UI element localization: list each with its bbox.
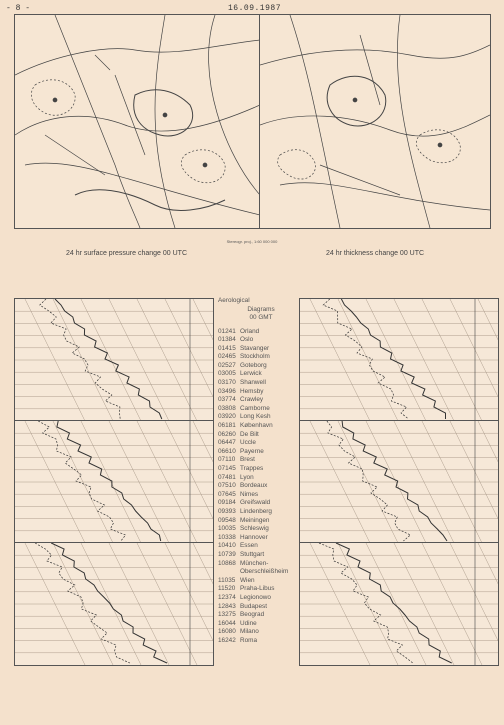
station-row xyxy=(218,628,304,637)
station-name: Stavanger xyxy=(240,344,270,352)
station-name: Long Kesh xyxy=(240,413,271,421)
station-row xyxy=(218,499,304,508)
station-row xyxy=(218,620,304,629)
station-row xyxy=(218,422,304,431)
station-row xyxy=(218,551,304,560)
station-row xyxy=(218,474,304,483)
station-code: 01415 xyxy=(218,344,236,352)
station-code: 06260 xyxy=(218,430,236,438)
station-code: 07510 xyxy=(218,482,236,490)
station-code: 09184 xyxy=(218,499,236,507)
station-name: Camborne xyxy=(240,404,270,412)
station-name: Goteborg xyxy=(240,361,267,369)
station-row xyxy=(218,431,304,440)
station-list xyxy=(218,297,304,645)
station-code: 03920 xyxy=(218,413,236,421)
station-name: Bordeaux xyxy=(240,482,268,490)
station-row xyxy=(218,370,304,379)
thickness-change-map xyxy=(259,14,491,229)
left-map-caption: 24 hr surface pressure change 00 UTC xyxy=(66,250,188,257)
station-code: 11520 xyxy=(218,585,236,593)
right-map-caption: 24 hr thickness change 00 UTC xyxy=(326,250,425,257)
station-code: 16242 xyxy=(218,636,236,644)
station-code: 10035 xyxy=(218,525,236,533)
station-name: Trappes xyxy=(240,465,264,472)
aerological-diagram-left-3 xyxy=(14,542,214,666)
station-row xyxy=(218,508,304,517)
station-code: 12843 xyxy=(218,602,236,610)
station-code: 03808 xyxy=(218,404,236,412)
station-code: 07481 xyxy=(218,473,236,481)
station-name: Stuttgart xyxy=(240,550,265,558)
station-name: Nimes xyxy=(240,490,259,498)
station-list-title-2: Diagrams xyxy=(247,305,275,313)
station-name: Budapest xyxy=(240,602,268,610)
station-list-title-3: 00 GMT xyxy=(249,314,273,321)
station-code: 09393 xyxy=(218,507,236,515)
station-code: 03774 xyxy=(218,396,236,404)
station-code: 10868 xyxy=(218,559,236,567)
station-name: Praha-Libus xyxy=(240,585,275,593)
station-row xyxy=(218,611,304,620)
station-row xyxy=(218,525,304,534)
station-row xyxy=(218,465,304,474)
station-row xyxy=(218,456,304,465)
station-row xyxy=(218,396,304,405)
station-name: Hannover xyxy=(240,533,268,541)
station-row xyxy=(218,336,304,345)
station-name: Essen xyxy=(240,542,258,550)
station-row xyxy=(218,345,304,354)
station-row xyxy=(218,405,304,414)
station-name: Hemsby xyxy=(240,387,264,395)
station-row xyxy=(218,603,304,612)
station-code: 06447 xyxy=(218,439,236,447)
station-code: 13275 xyxy=(218,611,236,619)
station-name: Uccle xyxy=(240,439,256,447)
station-row xyxy=(218,568,304,577)
station-name: Lerwick xyxy=(240,370,262,378)
station-name: Stockholm xyxy=(240,353,270,361)
station-code: 11035 xyxy=(218,576,236,584)
station-name: Wien xyxy=(240,576,255,584)
station-code: 03170 xyxy=(218,379,236,387)
station-row xyxy=(218,560,304,569)
station-row xyxy=(218,577,304,586)
station-name: Crawley xyxy=(240,396,264,404)
station-name: Shanwell xyxy=(240,379,266,387)
station-code: 06181 xyxy=(218,422,236,430)
station-name: Schleswig xyxy=(240,525,269,533)
station-name: Legionowo xyxy=(240,593,271,601)
station-code: 10338 xyxy=(218,533,236,541)
station-row xyxy=(218,439,304,448)
station-row xyxy=(218,362,304,371)
issue-date: 16.09.1987 xyxy=(228,4,282,13)
station-name: Brest xyxy=(240,456,255,464)
station-row xyxy=(218,534,304,543)
surface-pressure-change-map xyxy=(14,14,261,229)
station-code: 10739 xyxy=(218,550,236,558)
station-code: 12374 xyxy=(218,593,236,601)
station-row xyxy=(218,328,304,337)
station-row xyxy=(218,448,304,457)
station-code: 01241 xyxy=(218,327,236,335)
station-code: 03005 xyxy=(218,370,236,378)
station-name: Lyon xyxy=(240,473,254,481)
station-row xyxy=(218,594,304,603)
station-row xyxy=(218,517,304,526)
station-name: Udine xyxy=(240,619,257,627)
station-row xyxy=(218,379,304,388)
station-row xyxy=(218,542,304,551)
station-code: 06610 xyxy=(218,447,236,455)
station-name: München- xyxy=(240,559,269,567)
station-name: Beograd xyxy=(240,611,265,619)
station-code xyxy=(218,568,240,577)
aerological-diagram-right-1 xyxy=(299,298,499,422)
station-row xyxy=(218,637,304,646)
station-code: 16044 xyxy=(218,619,236,627)
station-name: Roma xyxy=(240,636,258,644)
aerological-diagram-right-3 xyxy=(299,542,499,666)
station-name: Orland xyxy=(240,327,260,335)
station-name: De Bilt xyxy=(240,430,259,438)
station-row xyxy=(218,482,304,491)
station-row xyxy=(218,388,304,397)
station-row xyxy=(218,353,304,362)
station-name: Milano xyxy=(240,628,259,636)
station-code: 09548 xyxy=(218,516,236,524)
station-code: 03496 xyxy=(218,387,236,395)
projection-note: Stereogr. proj., 1:60 000 000 xyxy=(226,239,278,244)
station-list-title-1: Aerological xyxy=(218,297,250,304)
station-rows xyxy=(218,328,304,646)
station-row xyxy=(218,491,304,500)
station-code: 10410 xyxy=(218,542,236,550)
station-code: 07110 xyxy=(218,456,236,464)
station-code: 07145 xyxy=(218,465,236,472)
page-number: - 8 - xyxy=(6,4,31,13)
aerological-diagram-right-2 xyxy=(299,420,499,544)
station-code: 02465 xyxy=(218,353,236,361)
station-row xyxy=(218,413,304,422)
station-name: Greifswald xyxy=(240,499,271,507)
station-code: 02527 xyxy=(218,361,236,369)
station-name: Payerne xyxy=(240,447,264,455)
station-code: 07645 xyxy=(218,490,236,498)
aerological-diagram-left-2 xyxy=(14,420,214,544)
aerological-diagram-left-1 xyxy=(14,298,214,422)
station-name: Oslo xyxy=(240,336,254,344)
station-name: Meiningen xyxy=(240,516,270,524)
station-row xyxy=(218,585,304,594)
station-code: 01384 xyxy=(218,336,236,344)
station-name: Oberschleißheim xyxy=(240,568,289,576)
station-name: København xyxy=(240,422,273,430)
station-code: 16080 xyxy=(218,628,236,636)
station-name: Lindenberg xyxy=(240,507,272,515)
